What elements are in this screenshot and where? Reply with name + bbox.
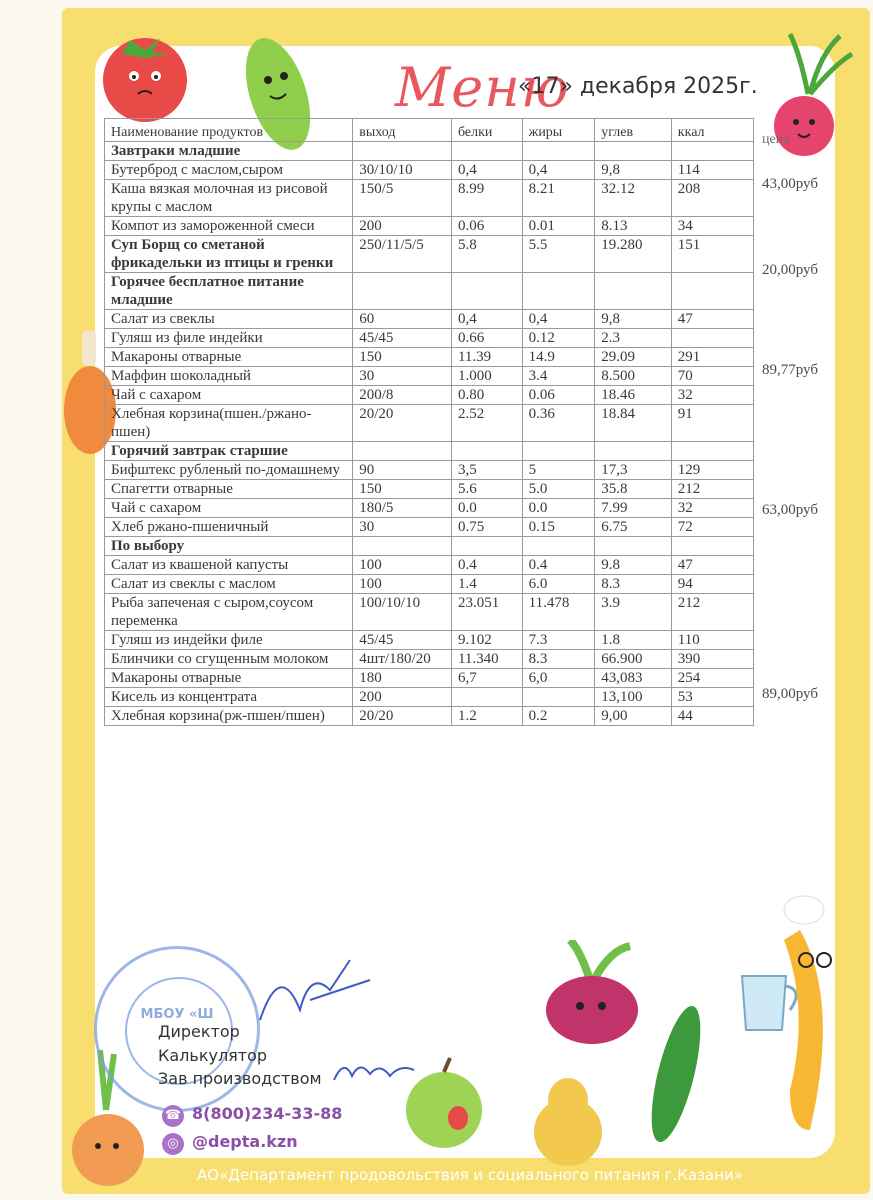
dish-name-cell: Гуляш из филе индейки	[105, 329, 353, 348]
empty-cell	[671, 142, 753, 161]
value-cell: 11.340	[451, 650, 522, 669]
value-cell: 6,0	[522, 669, 595, 688]
price-choice: 89,00руб	[762, 686, 818, 702]
value-cell: 23.051	[451, 594, 522, 631]
value-cell: 0.2	[522, 707, 595, 726]
table-row	[105, 329, 754, 348]
dish-name-cell: Макароны отварные	[105, 348, 353, 367]
value-cell: 18.84	[595, 405, 672, 442]
value-cell: 200/8	[353, 386, 452, 405]
table-row	[105, 575, 754, 594]
table-row	[105, 631, 754, 650]
table-row	[105, 367, 754, 386]
value-cell: 9,00	[595, 707, 672, 726]
value-cell: 100	[353, 575, 452, 594]
table-row	[105, 594, 754, 631]
table-row	[105, 499, 754, 518]
value-cell: 1.8	[595, 631, 672, 650]
value-cell: 44	[671, 707, 753, 726]
dish-name-cell: Салат из свеклы	[105, 310, 353, 329]
price-hot-breakfast-senior: 63,00руб	[762, 502, 818, 518]
value-cell: 0.06	[522, 386, 595, 405]
dish-name-cell: Бутерброд с маслом,сыром	[105, 161, 353, 180]
value-cell: 0.66	[451, 329, 522, 348]
value-cell: 47	[671, 556, 753, 575]
production-label: Зав производством	[158, 1069, 322, 1088]
value-cell: 5.0	[522, 480, 595, 499]
pear-character-icon	[520, 1070, 610, 1170]
value-cell: 390	[671, 650, 753, 669]
value-cell: 0.12	[522, 329, 595, 348]
value-cell: 3.9	[595, 594, 672, 631]
value-cell: 0,4	[451, 161, 522, 180]
empty-cell	[451, 142, 522, 161]
table-row	[105, 480, 754, 499]
value-cell: 4шт/180/20	[353, 650, 452, 669]
dish-name-cell: Хлеб ржано-пшеничный	[105, 518, 353, 537]
empty-cell	[353, 142, 452, 161]
value-cell: 0.01	[522, 217, 595, 236]
value-cell: 151	[671, 236, 753, 273]
value-cell: 13,100	[595, 688, 672, 707]
empty-cell	[595, 273, 672, 310]
value-cell: 8.21	[522, 180, 595, 217]
value-cell: 29.09	[595, 348, 672, 367]
value-cell: 9,8	[595, 310, 672, 329]
value-cell: 43,083	[595, 669, 672, 688]
table-row	[105, 461, 754, 480]
section-row	[105, 442, 754, 461]
value-cell	[522, 688, 595, 707]
value-cell: 20/20	[353, 405, 452, 442]
empty-cell	[353, 273, 452, 310]
empty-cell	[595, 442, 672, 461]
value-cell: 5	[522, 461, 595, 480]
dish-name-cell: Блинчики со сгущенным молоком	[105, 650, 353, 669]
dish-name-cell: Чай с сахаром	[105, 386, 353, 405]
section-title: Горячий завтрак старшие	[105, 442, 353, 461]
phone-icon: ☎	[162, 1105, 184, 1127]
section-title: По выбору	[105, 537, 353, 556]
tomato-character-icon	[90, 22, 200, 132]
value-cell: 30	[353, 518, 452, 537]
instagram-contact	[162, 1132, 298, 1155]
dish-name-cell: Хлебная корзина(рж-пшен/пшен)	[105, 707, 353, 726]
value-cell: 8.3	[595, 575, 672, 594]
value-cell: 150/5	[353, 180, 452, 217]
value-cell: 7.99	[595, 499, 672, 518]
dish-name-cell: Чай с сахаром	[105, 499, 353, 518]
value-cell: 200	[353, 688, 452, 707]
value-cell: 110	[671, 631, 753, 650]
value-cell: 20/20	[353, 707, 452, 726]
value-cell: 100/10/10	[353, 594, 452, 631]
value-cell: 1.4	[451, 575, 522, 594]
dish-name-cell: Маффин шоколадный	[105, 367, 353, 386]
table-row	[105, 161, 754, 180]
value-cell: 150	[353, 480, 452, 499]
value-cell: 34	[671, 217, 753, 236]
value-cell: 212	[671, 480, 753, 499]
empty-cell	[451, 442, 522, 461]
value-cell: 250/11/5/5	[353, 236, 452, 273]
value-cell: 0.06	[451, 217, 522, 236]
value-cell: 17,3	[595, 461, 672, 480]
value-cell: 5.8	[451, 236, 522, 273]
section-row	[105, 273, 754, 310]
value-cell: 2.52	[451, 405, 522, 442]
value-cell: 180/5	[353, 499, 452, 518]
value-cell: 0.80	[451, 386, 522, 405]
table-row	[105, 707, 754, 726]
value-cell: 19.280	[595, 236, 672, 273]
value-cell: 5.5	[522, 236, 595, 273]
empty-cell	[353, 537, 452, 556]
col-header-fat: жиры	[522, 119, 595, 142]
value-cell: 9,8	[595, 161, 672, 180]
phone-number: 8(800)234-33-88	[192, 1104, 343, 1123]
value-cell: 0.0	[522, 499, 595, 518]
table-row	[105, 556, 754, 575]
table-row	[105, 688, 754, 707]
empty-cell	[522, 273, 595, 310]
value-cell: 0.75	[451, 518, 522, 537]
value-cell: 200	[353, 217, 452, 236]
director-signature	[250, 950, 390, 1040]
table-row	[105, 217, 754, 236]
value-cell: 0,4	[522, 310, 595, 329]
menu-title: Меню	[395, 56, 570, 119]
value-cell: 8.99	[451, 180, 522, 217]
value-cell: 180	[353, 669, 452, 688]
value-cell: 1.2	[451, 707, 522, 726]
value-cell: 0.4	[522, 556, 595, 575]
empty-cell	[451, 537, 522, 556]
col-header-name: Наименование продуктов	[105, 119, 353, 142]
calculator-label: Калькулятор	[158, 1046, 268, 1065]
value-cell: 11.39	[451, 348, 522, 367]
table-row	[105, 669, 754, 688]
footer-organization: АО«Департамент продовольствия и социального питания г.Казани»	[197, 1166, 743, 1184]
value-cell: 208	[671, 180, 753, 217]
menu-table	[104, 118, 754, 726]
value-cell: 0.4	[451, 556, 522, 575]
value-cell: 6.0	[522, 575, 595, 594]
instagram-handle: @depta.kzn	[192, 1132, 298, 1151]
section-row	[105, 142, 754, 161]
value-cell: 1.000	[451, 367, 522, 386]
dish-name-cell: Макароны отварные	[105, 669, 353, 688]
empty-cell	[595, 537, 672, 556]
value-cell: 0.15	[522, 518, 595, 537]
col-header-kcal: ккал	[671, 119, 753, 142]
empty-cell	[522, 442, 595, 461]
empty-cell	[671, 273, 753, 310]
value-cell: 6.75	[595, 518, 672, 537]
table-row	[105, 310, 754, 329]
value-cell: 18.46	[595, 386, 672, 405]
section-row	[105, 537, 754, 556]
value-cell: 45/45	[353, 631, 452, 650]
price-free-hot-junior: 89,77руб	[762, 362, 818, 378]
value-cell: 14.9	[522, 348, 595, 367]
stamp-text: МБОУ «Ш	[140, 1007, 214, 1022]
table-row	[105, 405, 754, 442]
value-cell: 90	[353, 461, 452, 480]
value-cell: 9.8	[595, 556, 672, 575]
value-cell: 32	[671, 499, 753, 518]
dish-name-cell: Салат из квашеной капусты	[105, 556, 353, 575]
value-cell: 47	[671, 310, 753, 329]
table-header-row	[105, 119, 754, 142]
table-row	[105, 236, 754, 273]
value-cell: 45/45	[353, 329, 452, 348]
col-header-yield: выход	[353, 119, 452, 142]
value-cell: 0.36	[522, 405, 595, 442]
dish-name-cell: Компот из замороженной смеси	[105, 217, 353, 236]
col-header-price: цена	[762, 132, 790, 147]
value-cell: 70	[671, 367, 753, 386]
value-cell: 114	[671, 161, 753, 180]
value-cell: 3,5	[451, 461, 522, 480]
table-row	[105, 348, 754, 367]
price-soup: 20,00руб	[762, 262, 818, 278]
dish-name-cell: Салат из свеклы с маслом	[105, 575, 353, 594]
dish-name-cell: Спагетти отварные	[105, 480, 353, 499]
value-cell: 66.900	[595, 650, 672, 669]
dish-name-cell: Каша вязкая молочная из рисовой крупы с маслом	[105, 180, 353, 217]
menu-date: «17» декабря 2025г.	[518, 74, 758, 99]
dish-name-cell: Кисель из концентрата	[105, 688, 353, 707]
empty-cell	[595, 142, 672, 161]
value-cell: 129	[671, 461, 753, 480]
value-cell: 254	[671, 669, 753, 688]
value-cell: 8.13	[595, 217, 672, 236]
director-label: Директор	[158, 1022, 240, 1041]
empty-cell	[671, 537, 753, 556]
value-cell: 91	[671, 405, 753, 442]
dish-name-cell: Хлебная корзина(пшен./ржано-пшен)	[105, 405, 353, 442]
value-cell: 100	[353, 556, 452, 575]
dish-name-cell: Бифштекс рубленый по-домашнему	[105, 461, 353, 480]
value-cell: 5.6	[451, 480, 522, 499]
section-title: Завтраки младшие	[105, 142, 353, 161]
value-cell: 7.3	[522, 631, 595, 650]
dish-name-cell: Рыба запеченая с сыром,соусом переменка	[105, 594, 353, 631]
banana-character-icon	[770, 890, 860, 1170]
dish-name-cell: Суп Борщ со сметаной фрикадельки из птицы и гренки	[105, 236, 353, 273]
instagram-icon: ◎	[162, 1133, 184, 1155]
value-cell: 11.478	[522, 594, 595, 631]
value-cell: 72	[671, 518, 753, 537]
value-cell: 2.3	[595, 329, 672, 348]
dish-name-cell: Гуляш из индейки филе	[105, 631, 353, 650]
value-cell: 32.12	[595, 180, 672, 217]
value-cell: 0.0	[451, 499, 522, 518]
value-cell: 53	[671, 688, 753, 707]
empty-cell	[522, 537, 595, 556]
table-row	[105, 386, 754, 405]
value-cell: 60	[353, 310, 452, 329]
price-breakfast-junior: 43,00руб	[762, 176, 818, 192]
value-cell: 32	[671, 386, 753, 405]
col-header-carbs: углев	[595, 119, 672, 142]
empty-cell	[522, 142, 595, 161]
value-cell: 150	[353, 348, 452, 367]
value-cell	[451, 688, 522, 707]
value-cell: 8.3	[522, 650, 595, 669]
table-row	[105, 650, 754, 669]
empty-cell	[671, 442, 753, 461]
section-title: Горячее бесплатное питание младшие	[105, 273, 353, 310]
empty-cell	[451, 273, 522, 310]
empty-cell	[353, 442, 452, 461]
value-cell: 30	[353, 367, 452, 386]
value-cell: 212	[671, 594, 753, 631]
value-cell: 0,4	[451, 310, 522, 329]
value-cell: 6,7	[451, 669, 522, 688]
value-cell: 35.8	[595, 480, 672, 499]
phone-contact	[162, 1104, 342, 1127]
value-cell: 0,4	[522, 161, 595, 180]
value-cell: 94	[671, 575, 753, 594]
table-row	[105, 518, 754, 537]
production-signature	[330, 1050, 420, 1090]
table-row	[105, 180, 754, 217]
col-header-protein: белки	[451, 119, 522, 142]
value-cell: 3.4	[522, 367, 595, 386]
value-cell: 8.500	[595, 367, 672, 386]
value-cell: 9.102	[451, 631, 522, 650]
value-cell: 291	[671, 348, 753, 367]
value-cell: 30/10/10	[353, 161, 452, 180]
value-cell	[671, 329, 753, 348]
peapod-character-icon	[630, 990, 720, 1160]
